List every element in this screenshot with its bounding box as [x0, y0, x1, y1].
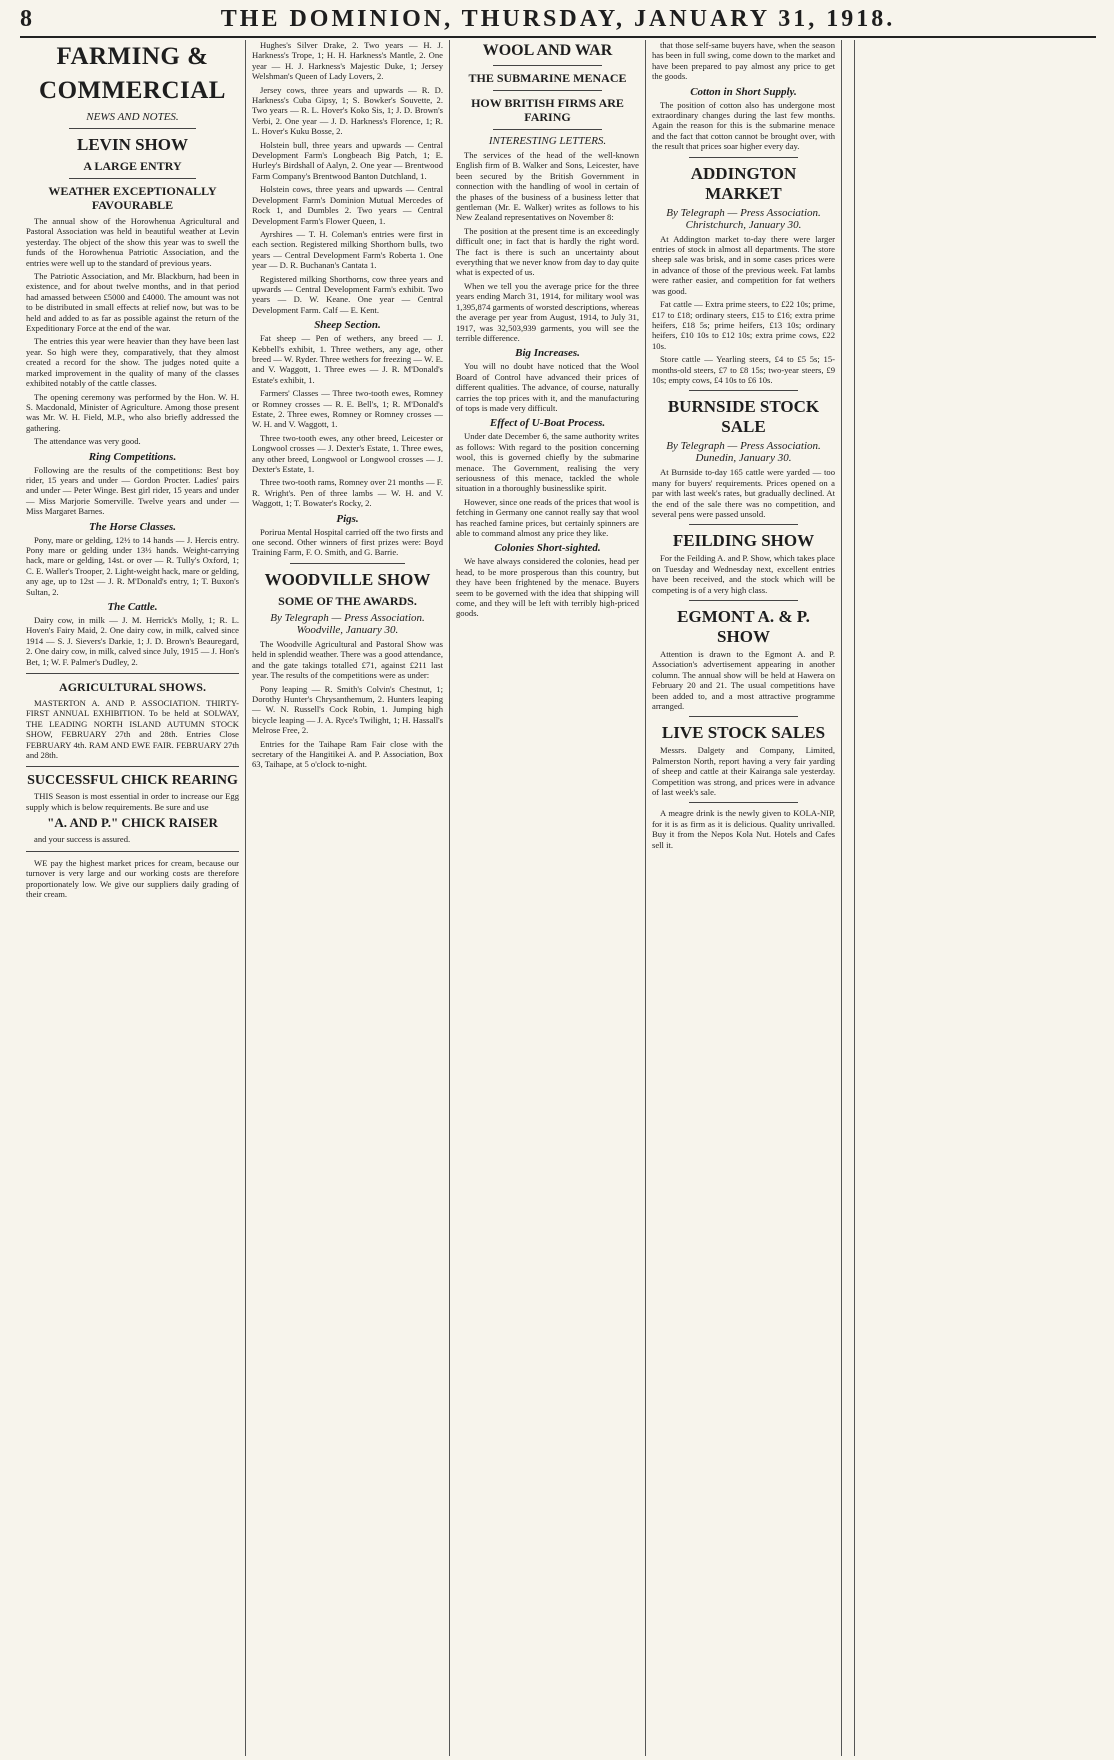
subheading: The Cattle. — [107, 601, 158, 613]
article-subhead: HOW BRITISH FIRMS ARE FARING — [471, 96, 624, 124]
article-paragraph: The Patriotic Association, and Mr. Blackburn, had been in existence, and for about twelve months, and in that period had amassed between £5000 and £4000. The amount was not to be distributed in small effects at relief now, but was to be held and added to as far as possible against the return of the Expeditionary Force at the end of the war. — [26, 271, 239, 334]
article-subhead: SOME OF THE AWARDS. — [278, 593, 417, 608]
article-headline: BURNSIDE STOCK SALE — [667, 397, 820, 437]
article-paragraph: Holstein bull, three years and upwards — Central Development Farm's Longbeach Big Patch, 1; E. Hurley's Birdshall of Aalyn, 2. One year — Brentwood Farm Company's Brentwood Banton Dutchland, 1. — [252, 139, 443, 181]
article-headline: LEVIN SHOW — [77, 135, 188, 154]
article-paragraph: However, since one reads of the prices that wool is fetching in Germany one cannot really say that wool has reached famine prices, but certainly spinners are able to command almost any price they like. — [456, 496, 639, 538]
article-headline: WOODVILLE SHOW — [264, 569, 431, 589]
article-paragraph: Entries for the Taihape Ram Fair close with the secretary of the Hangitikei A. and P. Association, Box 63, Taihape, at 5 o'clock to-night. — [252, 738, 443, 770]
subheading: Colonies Short-sighted. — [494, 542, 601, 555]
masthead — [20, 6, 1096, 38]
column-show-results — [246, 40, 450, 1756]
article-paragraph: The attendance was very good. — [34, 436, 141, 447]
section-title: FARMING & COMMERCIAL — [39, 43, 226, 104]
article-kicker: THE SUBMARINE MENACE — [468, 71, 627, 85]
article-headline: EGMONT A. & P. SHOW — [677, 607, 810, 646]
article-paragraph: The opening ceremony was performed by the Hon. W. H. S. Macdonald, Minister of Agriculture. Among those present was Mr. W. H. Field, M.P., who also briefly addressed the gathering. — [26, 391, 239, 433]
article-paragraph: The position of cotton also has undergone most extraordinary changes during the last few months. Again the reason for this is the submarine menace and the fact that cotton cannot be brought over, with the result that prices soar higher every day. — [652, 99, 835, 152]
column-wool — [450, 40, 646, 1756]
dateline: By Telegraph — Press Association. Dunedin, January 30. — [666, 440, 821, 465]
article-paragraph: Jersey cows, three years and upwards — R. D. Harkness's Cuba Gipsy, 1; S. Bowker's Souvette, 2. Two years — R. L. Hover's Koko Sis, 1; J. D. Brown's Verbi, 2. One year — J. D. Harkness's Florence, 1; R. L. Hover's Kuku Bosse, 2. — [252, 84, 443, 137]
column-farming — [20, 40, 246, 1756]
article-paragraph: Farmers' Classes — Three two-tooth ewes, Romney or Romney crosses — R. E. Bell's, 1; R. M'Donald's Estate, 2. Three ewes, Romney or Romney crosses — W. H. and V. Waggott, 1. — [252, 388, 443, 430]
subheading: The Horse Classes. — [88, 520, 177, 533]
column-markets — [646, 40, 842, 1756]
ad-brand: "A. AND P." CHICK RAISER — [47, 815, 218, 831]
article-paragraph: Dairy cow, in milk — J. M. Herrick's Molly, 1; R. L. Hoven's Fairy Maid, 2. One dairy cow, in milk, calved since 1914 — S. J. Sievers's Darkie, 1; J. D. Brown's Beauregard, 2. One dairy cow, in milk, calved since July, 1915 — J. Hon's Bet, 1; W. F. Palmer's Dudley, 2. — [26, 615, 239, 667]
article-paragraph: Three two-tooth ewes, any other breed, Leicester or Longwool crosses — J. Dexter's Estate, 1. Three ewes, any other breed, Longwool or Longwool crosses — J. Dexter's Estate, 1. — [252, 432, 443, 475]
article-paragraph: Porirua Mental Hospital carried off the two firsts and one second. Other winners of first prizes were: Boyd Training Farm, F. O. Smith, and G. Barrie. — [252, 526, 443, 558]
subheading: Cotton in Short Supply. — [690, 85, 797, 98]
article-paragraph: A meagre drink is the newly given to KOLA-NIP, for it is as firm as it is delicious. Quality unrivalled. Buy it from the Nepos Kola Nut. Hotels and Cafes sell it. — [652, 808, 835, 850]
article-paragraph: Pony, mare or gelding, 12½ to 14 hands — J. Hercis entry. Pony mare or gelding under 13½ hands. Weight-carrying hack, mare or gelding, 14st. or over — R. Tully's Oxford, 1; C. E. Waller's Trooper, 2. Light-weight hack, mare or gelding, any age, up to 12st — J. R. M'Donald's entry, 1; T. Buxon's Sultan, 2. — [26, 534, 240, 597]
article-headline: LIVE STOCK SALES — [661, 723, 826, 743]
article-headline: ADDINGTON MARKET — [690, 163, 797, 203]
dateline: By Telegraph — Press Association. Christchurch, January 30. — [666, 206, 821, 231]
subheading: Sheep Section. — [314, 319, 381, 332]
article-paragraph: Three two-tooth rams, Romney over 21 months — F. R. Wright's. Pen of three lambs — W. H. and V. Waggott, 1; T. Bowater's Rocky, 2. — [252, 477, 443, 509]
article-paragraph: We have always considered the colonies, head per head, to be more prosperous than this country, but they have been frightened by the menace. Buyers seem to be governed with the idea that shipping will come, and they will be left with terribly high-priced goods. — [456, 556, 639, 619]
section-subtitle: NEWS AND NOTES. — [86, 111, 179, 123]
article-paragraph: Attention is drawn to the Egmont A. and P. Association's advertisement appearing in another column. The annual show will be held at Hawera on February 20 and 21. The usual competitions have been added to, and a most attractive programme arranged. — [652, 649, 835, 712]
subheading: Big Increases. — [515, 347, 580, 360]
ad-text: WE pay the highest market prices for cream, because our turnover is very large and our working costs are therefore proportionately low. We give our suppliers daily grading of their cream. — [26, 857, 239, 899]
article-subhead: INTERESTING LETTERS. — [488, 135, 607, 147]
article-paragraph: The annual show of the Horowhenua Agricultural and Pastoral Association was held in beautiful weather at Levin yesterday. The object of the show this year was to swell the funds of the Horowhenua Patriotic Association, and the entries were well up to the standard of previous years. — [26, 216, 239, 268]
article-paragraph: The services of the head of the well-known English firm of B. Walker and Sons, Leicester, have been secured by the British Government in connection with the handling of wool in certain of the phases of the business of a business letter that gentleman (Mr. E. Walker) writes as follows to his New Zealand representatives on November 8: — [456, 150, 639, 223]
ad-heading: SUCCESSFUL CHICK REARING — [27, 773, 238, 789]
article-paragraph: When we tell you the average price for the three years ending March 31, 1914, for military wool was 1,395,874 garments of worsted descriptions, whereas the average per year from August, 1914, to July 31, 1917, was 32,503,939 garments, you will see the terrible difference. — [456, 280, 639, 343]
article-paragraph: At Burnside to-day 165 cattle were yarded — too many for buyers' requirements. Prices opened on a par with last week's rates, but gradually declined. At the end of the sale there was no competition, and several pens were passed unsold. — [652, 467, 835, 519]
article-paragraph: Store cattle — Yearling steers, £4 to £5 5s; 15-months-old steers, £7 to £8 15s; two-year steers, £9 10s; empty cows, £4 10s to £6 10s. — [652, 354, 835, 385]
article-paragraph: Messrs. Dalgety and Company, Limited, Palmerston North, report having a very fair yarding of sheep and cattle at their Kairanga sale yesterday. Competition was strong, and prices were in advance of last week's sale. — [652, 745, 835, 798]
article-paragraph: Following are the results of the competitions: Best boy rider, 15 years and under — Gordon Procter. Ladies' pairs and under — Peter Winge. Best girl rider, 15 years and under — Miss Marjorie Somerville. Twelve years and under — Miss Margaret Barnes. — [26, 464, 239, 517]
page-number: 8 — [20, 6, 32, 32]
ad-text: and your success is assured. — [34, 834, 131, 845]
article-paragraph: Holstein cows, three years and upwards — Central Development Farm's Dominion Mutual Mercedes of Rock 1, and Dumbles 2. Two years — Central Development Farm's Flower Queen, 1. — [252, 184, 443, 226]
ad-heading: AGRICULTURAL SHOWS. — [59, 680, 206, 695]
subheading: Effect of U-Boat Process. — [489, 417, 606, 430]
masthead-title: THE DOMINION, THURSDAY, JANUARY 31, 1918. — [220, 6, 896, 32]
article-paragraph: Under date December 6, the same authority writes as follows: With regard to the position concerning wool, this is governed chiefly by the submarine menace. The Government, realising the very seriousness of this menace, tackled the whole situation in a thoroughly businesslike spirit. — [456, 431, 639, 494]
article-paragraph: that those self-same buyers have, when the season has been in full swing, come down to the market and have been prepared to pay almost any price to get the goods. — [652, 40, 835, 82]
ad-text: THIS Season is most essential in order to increase our Egg supply which is below requirements. Be sure and use — [26, 791, 239, 812]
article-paragraph: For the Feilding A. and P. Show, which takes place on Tuesday and Wednesday next, excellent entries have been received, and the stock which will be competing is of a very high class. — [652, 553, 835, 595]
subheading: Ring Competitions. — [88, 450, 177, 463]
subheading: Pigs. — [336, 512, 359, 525]
article-paragraph: Pony leaping — R. Smith's Colvin's Chestnut, 1; Dorothy Hunter's Chrysanthemum, 2. Hunters leaping — W. N. Russell's Cock Robin, 1. Jumping high bicycle leaping — J. A. Ryce's Twilight, 1; H. Hassall's Melrose Free, 2. — [252, 683, 443, 736]
article-paragraph: Hughes's Silver Drake, 2. Two years — H. J. Harkness's Trope, 1; H. H. Harkness's Mantle, 2. One year — H. J. Harkness's Majestic Duke, 1; Jersey Welshman's Queen of Lady Lovers, 2. — [252, 40, 443, 82]
article-paragraph: Fat cattle — Extra prime steers, to £22 10s; prime, £17 to £18; ordinary steers, £15 to £16; extra prime heifers, £18 5s; prime heifers, £13 10s; ordinary heifers, £10 10s to £12 10s; extra prime cows, £22 10s. — [652, 299, 835, 351]
article-paragraph: The Woodville Agricultural and Pastoral Show was held in splendid weather. There was a good attendance, and the gate takings totalled £71, against £211 last year. The results of the competitions were as under: — [252, 638, 443, 681]
article-paragraph: At Addington market to-day there were larger entries of stock in almost all departments. The store sheep sale was brisk, and in some cases prices were in advance of those of the previous week. Fat lambs were rather easier, and competition for fat wethers was good. — [652, 233, 835, 296]
article-paragraph: Ayrshires — T. H. Coleman's entries were first in each section. Registered milking Shorthorn bulls, two years — Central Development Farm's Roberta 1. One year — D. R. Buchanan's Cantata 1. — [252, 228, 443, 271]
article-paragraph: Fat sheep — Pen of wethers, any breed — J. Kebbell's exhibit, 1. Three wethers, any age, other breed — W. Ryder. Three wethers for freezing — W. E. and V. Waggott, 1. Three ewes — J. R. M'Donald's Estate's exhibit, 1. — [252, 333, 443, 385]
article-paragraph: The position at the present time is an exceedingly difficult one; in fact that is hardly the right word. The fact is there is such an uncertainty about everything that we never know from day to day quite what is expected of us. — [456, 225, 639, 278]
article-subhead: A LARGE ENTRY — [83, 159, 182, 173]
article-headline: WOOL AND WAR — [482, 42, 613, 59]
ad-text: MASTERTON A. AND P. ASSOCIATION. THIRTY-FIRST ANNUAL EXHIBITION. To be held at SOLWAY, THE LEADING NORTH ISLAND AUTUMN STOCK SHOW, FEBRUARY 27th and 28th. Entries Close FEBRUARY 4th. RAM AND EWE FAIR. FEBRUARY 27th and 28th. — [26, 698, 239, 761]
article-paragraph: You will no doubt have noticed that the Wool Board of Control have advanced their prices of different qualities. The advance, of course, naturally carries the top prices with it, and the manufacturing of tops is made very difficult. — [456, 361, 639, 413]
article-headline: FEILDING SHOW — [672, 531, 815, 551]
article-kicker: WEATHER EXCEPTIONALLY FAVOURABLE — [48, 184, 217, 212]
dateline: By Telegraph — Press Association. Woodville, January 30. — [270, 611, 425, 636]
article-paragraph: The entries this year were heavier than they have been last year. So high were they, comparatively, that they almost created a record for the show. The judges noted quite a marked improvement in the quality of many of the classes exhibited notably of the cattle classes. — [26, 336, 239, 389]
article-paragraph: Registered milking Shorthorns, cow three years and upwards — Central Development Farm's exhibit. Two years — D. W. Keane. One year — Central Development Farm. Calf — E. Kent. — [252, 273, 443, 315]
